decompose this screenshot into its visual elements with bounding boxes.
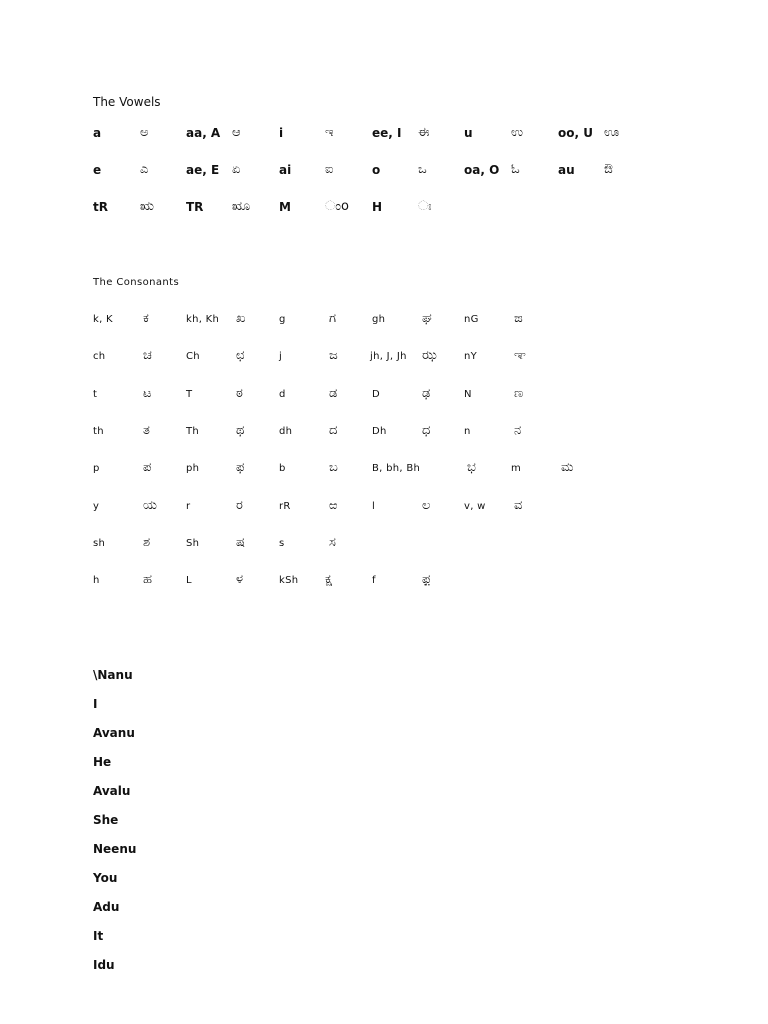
consonant-kannada: ಗ — [329, 311, 337, 326]
consonant-latin: v, w — [464, 501, 486, 512]
consonant-kannada: ದ — [329, 423, 338, 438]
consonant-kannada: ನ — [514, 423, 522, 438]
consonant-kannada: ಧ — [422, 423, 431, 438]
word-item: You — [93, 871, 118, 885]
consonant-latin: ph — [186, 463, 200, 474]
consonant-kannada: ಥ — [236, 423, 245, 438]
consonant-kannada: ಕ — [143, 311, 149, 326]
consonant-kannada: ಟ — [143, 386, 152, 401]
vowel-kannada: ಉ — [511, 125, 524, 140]
consonant-kannada: ಬ — [329, 460, 338, 475]
consonant-kannada: ರ — [236, 498, 243, 513]
consonant-latin: L — [186, 575, 192, 586]
consonant-latin: r — [186, 501, 191, 512]
word-item: Avanu — [93, 726, 135, 740]
vowel-kannada: ಊ — [604, 125, 620, 140]
consonant-latin: rR — [279, 501, 291, 512]
vowel-kannada: ಂo — [325, 199, 349, 214]
vowel-kannada: ಓ — [511, 162, 520, 177]
vowel-latin: o — [372, 163, 381, 177]
word-item: Adu — [93, 900, 120, 914]
consonant-kannada: ಱ — [329, 498, 338, 513]
consonant-kannada: ಲ — [422, 498, 431, 513]
vowel-latin: i — [279, 126, 284, 140]
consonant-kannada: ಫ — [236, 460, 245, 475]
consonant-latin: nG — [464, 314, 479, 325]
consonant-kannada: ತ — [143, 423, 150, 438]
consonant-kannada: ಘ — [422, 311, 432, 326]
vowel-latin: oa, O — [464, 163, 500, 177]
word-item: She — [93, 813, 119, 827]
word-item: Neenu — [93, 842, 137, 856]
vowel-kannada: ಒ — [418, 162, 427, 177]
word-item: I — [93, 697, 98, 711]
consonant-kannada: ವ — [514, 498, 523, 513]
consonant-latin: d — [279, 389, 286, 400]
consonant-latin: n — [464, 426, 471, 437]
consonant-latin: s — [279, 538, 285, 549]
consonant-latin: l — [372, 501, 376, 512]
consonant-latin: dh — [279, 426, 293, 437]
word-item: It — [93, 929, 104, 943]
vowel-kannada: ಅ — [140, 125, 149, 140]
consonant-latin: D — [372, 389, 381, 400]
consonant-kannada: ಸ — [329, 535, 336, 550]
consonant-latin: B, bh, Bh — [372, 463, 421, 474]
vowel-kannada: ಈ — [418, 125, 430, 140]
vowel-kannada: ಎ — [140, 162, 149, 177]
vowel-latin: u — [464, 126, 473, 140]
consonant-kannada: ಙ — [514, 311, 523, 326]
vowel-kannada: ಏ — [232, 162, 241, 177]
vowel-kannada: ಔ — [604, 162, 613, 177]
consonant-kannada: ಫ಼ — [422, 572, 431, 587]
consonant-latin: p — [93, 463, 100, 474]
consonant-latin: g — [279, 314, 286, 325]
consonant-kannada: ಶ — [143, 535, 151, 550]
consonant-latin: f — [372, 575, 376, 586]
consonant-latin: Sh — [186, 538, 200, 549]
consonant-latin: th — [93, 426, 104, 437]
consonant-latin: gh — [372, 314, 386, 325]
consonant-latin: y — [93, 501, 100, 512]
consonant-latin: t — [93, 389, 98, 400]
consonant-kannada: ಛ — [236, 348, 245, 363]
vowel-latin: tR — [93, 200, 108, 214]
consonant-kannada: ಯ — [143, 498, 157, 513]
vowel-kannada: ಇ — [325, 125, 334, 140]
consonant-latin: T — [186, 389, 193, 400]
vowel-latin: oo, U — [558, 126, 593, 140]
consonant-kannada: ಳ — [236, 572, 244, 587]
consonant-kannada: ಢ — [422, 386, 431, 401]
consonant-latin: N — [464, 389, 472, 400]
vowel-latin: a — [93, 126, 102, 140]
consonant-latin: nY — [464, 351, 478, 362]
consonant-latin: b — [279, 463, 286, 474]
word-item: Avalu — [93, 784, 131, 798]
consonant-kannada: ಮ — [561, 460, 574, 475]
vowel-latin: e — [93, 163, 102, 177]
consonant-kannada: ಡ — [329, 386, 338, 401]
vowel-latin: au — [558, 163, 575, 177]
consonant-latin: ch — [93, 351, 106, 362]
consonant-latin: sh — [93, 538, 106, 549]
vowel-latin: ae, E — [186, 163, 220, 177]
vowel-kannada: ಋ — [140, 199, 154, 214]
consonant-latin: Ch — [186, 351, 200, 362]
consonants-heading: The Consonants — [93, 277, 180, 288]
consonant-kannada: ಭ — [467, 460, 476, 475]
vowel-latin: ee, I — [372, 126, 402, 140]
consonant-kannada: ಖ — [236, 311, 246, 326]
consonant-kannada: ಕ್ಷ — [325, 572, 333, 587]
consonant-latin: kh, Kh — [186, 314, 220, 325]
consonant-kannada: ಪ — [143, 460, 152, 475]
word-item: He — [93, 755, 112, 769]
consonant-latin: j — [279, 351, 283, 362]
consonant-latin: kSh — [279, 575, 299, 586]
vowel-latin: H — [372, 200, 383, 214]
vowels-heading: The Vowels — [93, 95, 161, 109]
consonant-kannada: ಞ — [514, 348, 526, 363]
consonant-kannada: ಜ — [329, 348, 338, 363]
consonant-latin: Dh — [372, 426, 387, 437]
vowel-kannada: ಆ — [232, 125, 241, 140]
consonant-kannada: ಝ — [422, 348, 437, 363]
vowel-kannada: ಐ — [325, 162, 334, 177]
consonant-latin: jh, J, Jh — [370, 351, 407, 362]
consonant-kannada: ಠ — [236, 386, 243, 401]
vowel-latin: ai — [279, 163, 292, 177]
word-item: \Nanu — [93, 668, 133, 682]
vowel-latin: M — [279, 200, 291, 214]
consonant-kannada: ಷ — [236, 535, 245, 550]
vowel-kannada: ೠ — [232, 199, 251, 214]
vowel-latin: aa, A — [186, 126, 221, 140]
vowel-latin: TR — [186, 200, 204, 214]
consonant-latin: k, K — [93, 314, 113, 325]
consonant-latin: h — [93, 575, 100, 586]
consonant-kannada: ಣ — [514, 386, 524, 401]
consonant-latin: m — [511, 463, 522, 474]
vowel-kannada: ಃ — [418, 199, 432, 214]
word-item: Idu — [93, 958, 115, 972]
consonant-latin: Th — [186, 426, 200, 437]
consonant-kannada: ಚ — [143, 348, 152, 363]
consonant-kannada: ಹ — [143, 572, 153, 587]
